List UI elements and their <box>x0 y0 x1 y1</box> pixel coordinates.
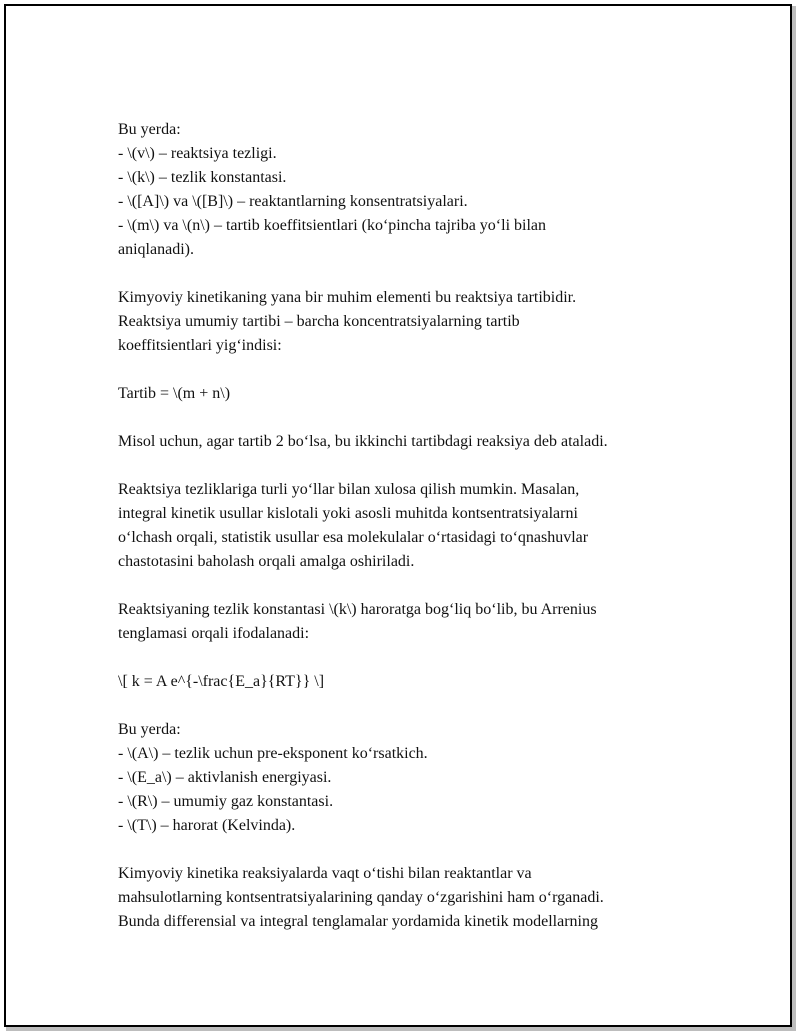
text-line: - \(E_a\) – aktivlanish energiyasi. <box>118 769 332 786</box>
text-line: Misol uchun, agar tartib 2 boʻlsa, bu ikkinchi tartibdagi reaksiya deb ataladi. <box>118 433 608 450</box>
text-line: \[ k = A e^{-\frac{E_a}{RT}} \] <box>118 673 325 690</box>
text-line: - \(R\) – umumiy gaz konstantasi. <box>118 793 334 810</box>
text-line: - \(v\) – reaktsiya tezligi. <box>118 145 277 162</box>
blank-line <box>118 574 688 598</box>
text-line: - \(m\) va \(n\) – tartib koeffitsientlari (koʻpincha tajriba yoʻli bilan <box>118 217 547 234</box>
blank-line <box>118 694 688 718</box>
blank-line <box>118 838 688 862</box>
text-line: aniqlanadi). <box>118 241 194 258</box>
text-line: - \(A\) – tezlik uchun pre-eksponent koʻrsatkich. <box>118 745 428 762</box>
blank-line <box>118 358 688 382</box>
text-line: oʻlchash orqali, statistik usullar esa molekulalar oʻrtasidagi toʻqnashuvlar <box>118 529 589 546</box>
text-line: Kimyoviy kinetikaning yana bir muhim elementi bu reaktsiya tartibidir. <box>118 289 577 306</box>
text-line: tenglamasi orqali ifodalanadi: <box>118 625 310 642</box>
blank-line <box>118 406 688 430</box>
text-line: Reaktsiya tezliklariga turli yoʻllar bilan xulosa qilish mumkin. Masalan, <box>118 481 580 498</box>
text-line: chastotasini baholash orqali amalga oshiriladi. <box>118 553 415 570</box>
text-line: - \([A]\) va \([B]\) – reaktantlarning konsentratsiyalari. <box>118 193 468 210</box>
text-line: Bu yerda: <box>118 121 181 138</box>
text-line: Bunda differensial va integral tenglamalar yordamida kinetik modellarning <box>118 913 598 930</box>
text-line: mahsulotlarning kontsentratsiyalarining qanday oʻzgarishini ham oʻrganadi. <box>118 889 604 906</box>
text-line: Bu yerda: <box>118 721 181 738</box>
text-line: koeffitsientlari yigʻindisi: <box>118 337 282 354</box>
blank-line <box>118 262 688 286</box>
text-line: Reaktsiya umumiy tartibi – barcha koncentratsiyalarning tartib <box>118 313 520 330</box>
text-line: Kimyoviy kinetika reaksiyalarda vaqt oʻtishi bilan reaktantlar va <box>118 865 532 882</box>
text-line: - \(k\) – tezlik konstantasi. <box>118 169 287 186</box>
blank-line <box>118 646 688 670</box>
document-body <box>118 118 688 934</box>
text-line: - \(T\) – harorat (Kelvinda). <box>118 817 296 834</box>
text-line: Reaktsiyaning tezlik konstantasi \(k\) haroratga bogʻliq boʻlib, bu Arrenius <box>118 601 597 618</box>
blank-line <box>118 454 688 478</box>
text-line: Tartib = \(m + n\) <box>118 385 231 402</box>
text-line: integral kinetik usullar kislotali yoki asosli muhitda kontsentratsiyalarni <box>118 505 578 522</box>
